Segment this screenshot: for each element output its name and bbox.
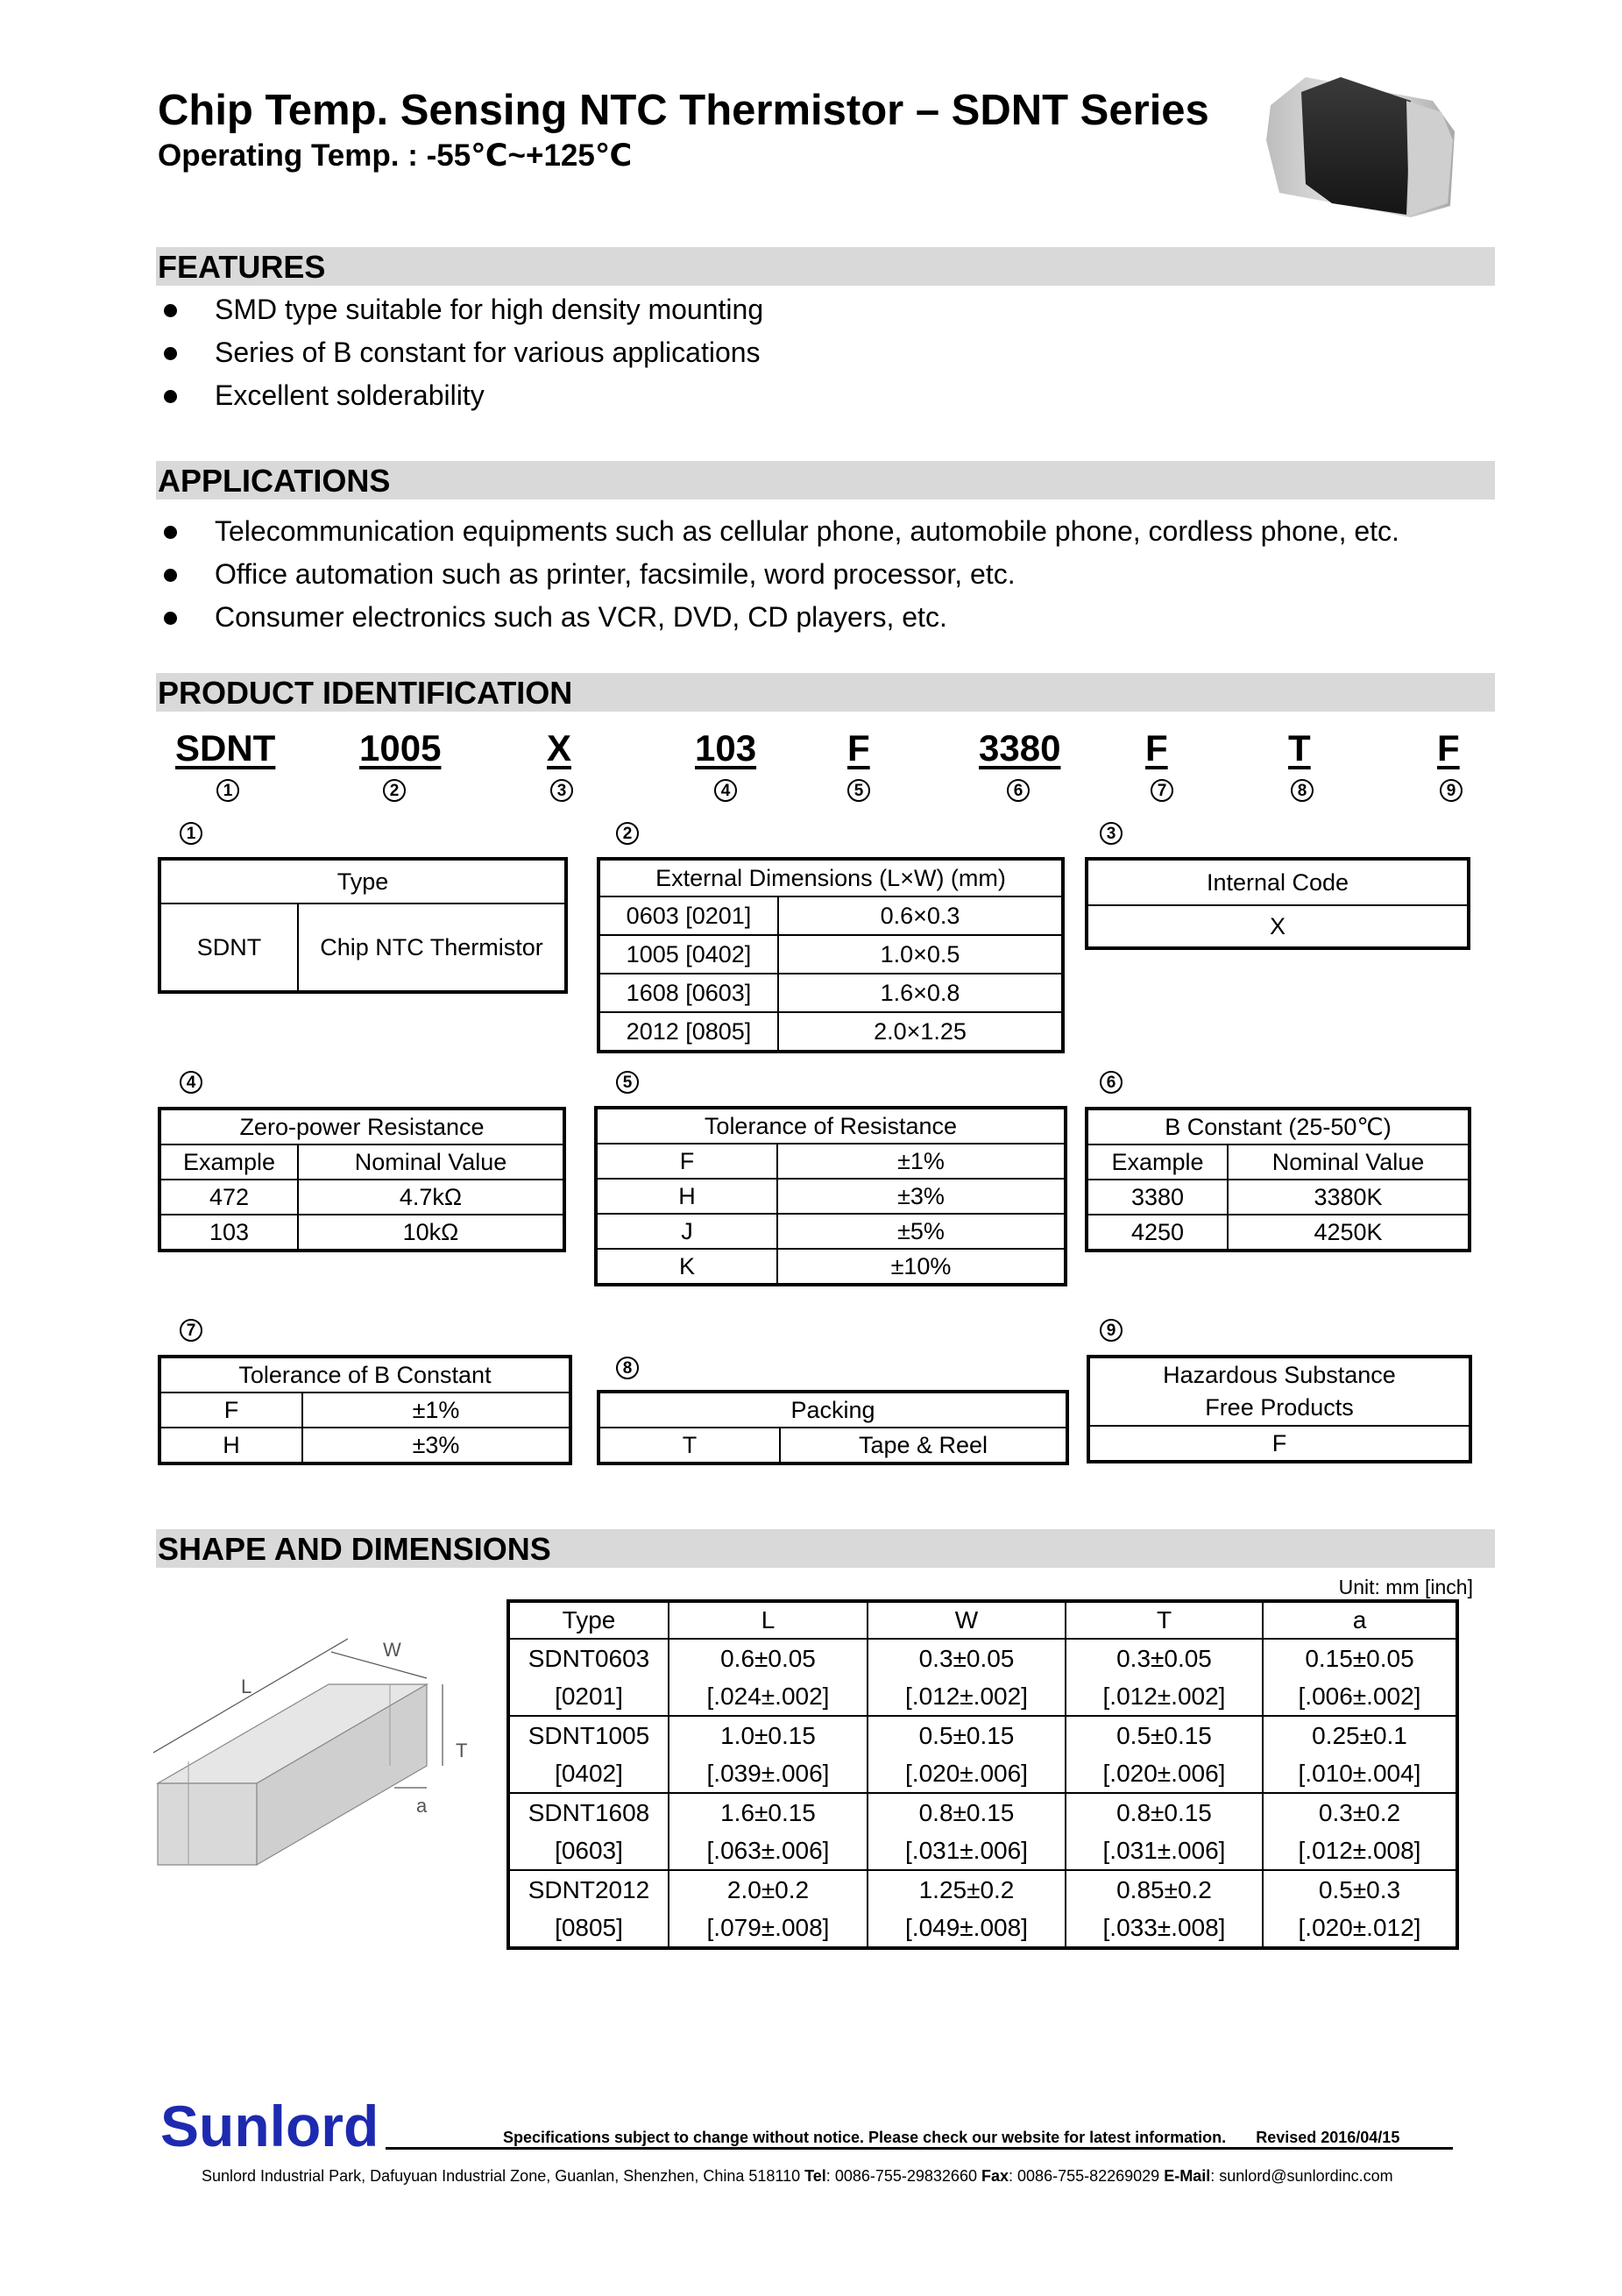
table-cell: 1.6×0.8	[778, 974, 1062, 1012]
internal-code-header: Internal Code	[1087, 860, 1468, 905]
table-marker-9: 9	[1100, 1319, 1123, 1342]
product-id-heading: PRODUCT IDENTIFICATION	[158, 675, 573, 711]
table-cell: [.031±.006]	[868, 1832, 1066, 1870]
marker-1: 1	[216, 779, 239, 802]
type-desc: Chip NTC Thermistor	[298, 904, 565, 991]
table-cell: SDNT1608	[509, 1793, 669, 1832]
hazard-value: F	[1089, 1426, 1470, 1461]
table-marker-7: 7	[180, 1319, 202, 1342]
code-internal: X	[547, 727, 572, 769]
table-cell: [.012±.002]	[868, 1677, 1066, 1716]
code-bconstant: 3380	[979, 727, 1061, 769]
tel-label: Tel	[804, 2167, 826, 2185]
list-item: Telecommunication equipments such as cellular phone, automobile phone, cordless phone, etc.	[158, 510, 1399, 553]
list-item: Excellent solderability	[158, 374, 763, 417]
shape-heading: SHAPE AND DIMENSIONS	[158, 1531, 551, 1567]
table-cell: F	[160, 1392, 302, 1428]
table-cell: 0.15±0.05	[1263, 1639, 1456, 1677]
code-btolerance: F	[1145, 727, 1168, 769]
table-cell: 0.6±0.05	[669, 1639, 868, 1677]
table-cell: 0.8±0.15	[868, 1793, 1066, 1832]
hazardous-substance-table	[1088, 1357, 1470, 1462]
marker-4: 4	[714, 779, 737, 802]
tolerance-of-resistance-table	[596, 1108, 1066, 1285]
table-cell: [0805]	[509, 1909, 669, 1947]
features-heading-bar	[156, 247, 1495, 286]
table-cell: [.049±.008]	[868, 1909, 1066, 1947]
table-cell: 1005 [0402]	[599, 935, 778, 974]
page-title: Chip Temp. Sensing NTC Thermistor – SDNT Series	[158, 87, 1209, 134]
table-cell: [0402]	[509, 1754, 669, 1793]
table-marker-4: 4	[180, 1071, 202, 1094]
tel-value: 0086-755-29832660	[834, 2167, 977, 2185]
product-id-heading-bar	[156, 673, 1495, 712]
table-marker-1: 1	[180, 822, 202, 845]
table-cell: ±5%	[777, 1214, 1065, 1249]
code-size: 1005	[359, 727, 442, 769]
table-cell: K	[597, 1249, 777, 1284]
table-cell: 2.0±0.2	[669, 1870, 868, 1909]
table-cell: 0.5±0.15	[868, 1716, 1066, 1754]
page-subtitle: Operating Temp. : -55℃~+125℃	[158, 138, 633, 173]
list-item: Consumer electronics such as VCR, DVD, CD players, etc.	[158, 596, 1399, 639]
diagram-label-a: a	[416, 1795, 428, 1817]
features-heading: FEATURES	[158, 249, 326, 285]
chip-photo	[1253, 61, 1463, 228]
code-resistance: 103	[695, 727, 757, 769]
hazard-header-line-2: Free Products	[1205, 1394, 1354, 1421]
table-row	[509, 1793, 1456, 1832]
table-cell: 4.7kΩ	[298, 1180, 563, 1215]
table-cell: 472	[160, 1180, 298, 1215]
internal-code-table	[1087, 859, 1469, 948]
table-cell: 2012 [0805]	[599, 1012, 778, 1051]
footer-notice-text: Specifications subject to change without notice. Please check our website for latest information.	[503, 2129, 1227, 2146]
table-cell: J	[597, 1214, 777, 1249]
marker-8: 8	[1291, 779, 1314, 802]
table-cell: [.063±.006]	[669, 1832, 868, 1870]
applications-list	[158, 510, 1399, 639]
marker-7: 7	[1151, 779, 1173, 802]
type-table-header: Type	[160, 860, 565, 904]
table-cell: [.031±.006]	[1066, 1832, 1263, 1870]
hazard-header-line-1: Hazardous Substance	[1163, 1362, 1396, 1388]
table-cell: 1608 [0603]	[599, 974, 778, 1012]
table-marker-8: 8	[616, 1357, 639, 1379]
external-dimensions-table	[599, 859, 1063, 1052]
table-cell: 0603 [0201]	[599, 896, 778, 935]
ext-dim-header: External Dimensions (L×W) (mm)	[599, 860, 1062, 896]
resistance-header: Zero-power Resistance	[160, 1109, 563, 1144]
table-cell: 0.5±0.15	[1066, 1716, 1263, 1754]
table-row	[509, 1716, 1456, 1754]
column-header: W	[868, 1602, 1066, 1639]
table-cell: 0.3±0.2	[1263, 1793, 1456, 1832]
list-item: Series of B constant for various applications	[158, 331, 763, 374]
internal-code-value: X	[1087, 905, 1468, 947]
table-marker-5: 5	[616, 1071, 639, 1094]
applications-heading-bar	[156, 461, 1495, 500]
table-cell: [0603]	[509, 1832, 669, 1870]
table-cell: 103	[160, 1215, 298, 1250]
table-cell: Example	[1087, 1144, 1228, 1180]
table-row	[509, 1909, 1456, 1947]
code-hazard: F	[1437, 727, 1460, 769]
table-cell: 0.3±0.05	[1066, 1639, 1263, 1677]
table-cell: Example	[160, 1144, 298, 1180]
applications-heading: APPLICATIONS	[158, 463, 391, 499]
code-type: SDNT	[175, 727, 276, 769]
table-cell: 0.6×0.3	[778, 896, 1062, 935]
table-cell: 0.85±0.2	[1066, 1870, 1263, 1909]
table-row	[509, 1870, 1456, 1909]
table-cell: 2.0×1.25	[778, 1012, 1062, 1051]
list-item: Office automation such as printer, facsimile, word processor, etc.	[158, 553, 1399, 596]
marker-6: 6	[1007, 779, 1030, 802]
table-cell: [.006±.002]	[1263, 1677, 1456, 1716]
table-cell: H	[160, 1428, 302, 1463]
table-cell: ±3%	[302, 1428, 570, 1463]
packing-header: Packing	[599, 1392, 1066, 1428]
diagram-label-w: W	[383, 1639, 401, 1661]
marker-9: 9	[1440, 779, 1463, 802]
table-cell: F	[597, 1144, 777, 1179]
column-header: a	[1263, 1602, 1456, 1639]
table-cell: [.079±.008]	[669, 1909, 868, 1947]
table-cell: 0.5±0.3	[1263, 1870, 1456, 1909]
tolerance-header: Tolerance of Resistance	[597, 1109, 1065, 1144]
list-item: SMD type suitable for high density mounting	[158, 288, 763, 331]
table-cell: 0.3±0.05	[868, 1639, 1066, 1677]
b-constant-header: B Constant (25-50℃)	[1087, 1109, 1469, 1144]
fax-value: 0086-755-82269029	[1017, 2167, 1160, 2185]
table-cell: ±10%	[777, 1249, 1065, 1284]
table-cell: 1.0±0.15	[669, 1716, 868, 1754]
table-cell: [.012±.008]	[1263, 1832, 1456, 1870]
table-cell: SDNT2012	[509, 1870, 669, 1909]
table-cell: SDNT0603	[509, 1639, 669, 1677]
hazard-header	[1089, 1357, 1470, 1426]
column-header: Type	[509, 1602, 669, 1639]
column-header: L	[669, 1602, 868, 1639]
table-cell: ±1%	[302, 1392, 570, 1428]
table-cell: [0201]	[509, 1677, 669, 1716]
table-cell: ±1%	[777, 1144, 1065, 1179]
table-cell: [.020±.006]	[868, 1754, 1066, 1793]
table-row	[509, 1677, 1456, 1716]
table-cell: [.020±.006]	[1066, 1754, 1263, 1793]
email-label: E-Mail	[1164, 2167, 1211, 2185]
shape-heading-bar	[156, 1529, 1495, 1568]
table-cell: ±3%	[777, 1179, 1065, 1214]
table-cell: 1.6±0.15	[669, 1793, 868, 1832]
shape-dimensions-table	[508, 1601, 1457, 1948]
table-cell: [.024±.002]	[669, 1677, 868, 1716]
code-tolerance: F	[847, 727, 870, 769]
zero-power-resistance-table	[159, 1109, 564, 1251]
table-row	[509, 1639, 1456, 1677]
table-cell: [.039±.006]	[669, 1754, 868, 1793]
table-cell: [.020±.012]	[1263, 1909, 1456, 1947]
chip-dimension-diagram	[153, 1630, 486, 1867]
marker-5: 5	[847, 779, 870, 802]
diagram-label-l: L	[241, 1676, 252, 1697]
brand-logo: Sunlord	[160, 2094, 379, 2158]
table-cell: 1.0×0.5	[778, 935, 1062, 974]
table-cell: 0.25±0.1	[1263, 1716, 1456, 1754]
table-cell: SDNT1005	[509, 1716, 669, 1754]
table-cell: 10kΩ	[298, 1215, 563, 1250]
packing-desc: Tape & Reel	[780, 1428, 1066, 1463]
table-row	[509, 1754, 1456, 1793]
table-cell: 1.25±0.2	[868, 1870, 1066, 1909]
footer-revised: Revised 2016/04/15	[1256, 2129, 1400, 2146]
address-text: Sunlord Industrial Park, Dafuyuan Industrial Zone, Guanlan, Shenzhen, China 518110	[202, 2167, 801, 2185]
type-table	[159, 859, 566, 992]
table-marker-2: 2	[616, 822, 639, 845]
table-marker-6: 6	[1100, 1071, 1123, 1094]
b-constant-table	[1087, 1109, 1470, 1251]
packing-code: T	[599, 1428, 780, 1463]
table-cell: 4250	[1087, 1215, 1228, 1250]
table-cell: Nominal Value	[298, 1144, 563, 1180]
type-code: SDNT	[160, 904, 298, 991]
table-cell: H	[597, 1179, 777, 1214]
table-cell: Nominal Value	[1228, 1144, 1469, 1180]
footer-divider	[386, 2147, 1453, 2150]
diagram-label-t: T	[456, 1740, 468, 1761]
table-cell: [.012±.002]	[1066, 1677, 1263, 1716]
table-cell: 3380K	[1228, 1180, 1469, 1215]
marker-3: 3	[550, 779, 573, 802]
fax-label: Fax	[981, 2167, 1009, 2185]
column-header: T	[1066, 1602, 1263, 1639]
table-cell: [.033±.008]	[1066, 1909, 1263, 1947]
footer-notice	[503, 2129, 1399, 2147]
email-value[interactable]: sunlord@sunlordinc.com	[1219, 2167, 1393, 2185]
footer-address: Sunlord Industrial Park, Dafuyuan Industrial Zone, Guanlan, Shenzhen, China 518110 Tel: 0086-755-29832660 Fax: 0086-755-82269029 E-Mail: sunlord@sunlordinc.com	[202, 2167, 1393, 2185]
table-cell: 3380	[1087, 1180, 1228, 1215]
table-cell: 0.8±0.15	[1066, 1793, 1263, 1832]
table-cell: 4250K	[1228, 1215, 1469, 1250]
unit-label: Unit: mm [inch]	[1338, 1576, 1473, 1598]
table-marker-3: 3	[1100, 822, 1123, 845]
packing-table	[599, 1392, 1067, 1463]
marker-2: 2	[383, 779, 406, 802]
table-row	[509, 1832, 1456, 1870]
b-tolerance-header: Tolerance of B Constant	[160, 1357, 570, 1392]
code-packing: T	[1288, 727, 1311, 769]
features-list	[158, 288, 763, 417]
tolerance-of-b-constant-table	[159, 1357, 570, 1463]
table-cell: [.010±.004]	[1263, 1754, 1456, 1793]
